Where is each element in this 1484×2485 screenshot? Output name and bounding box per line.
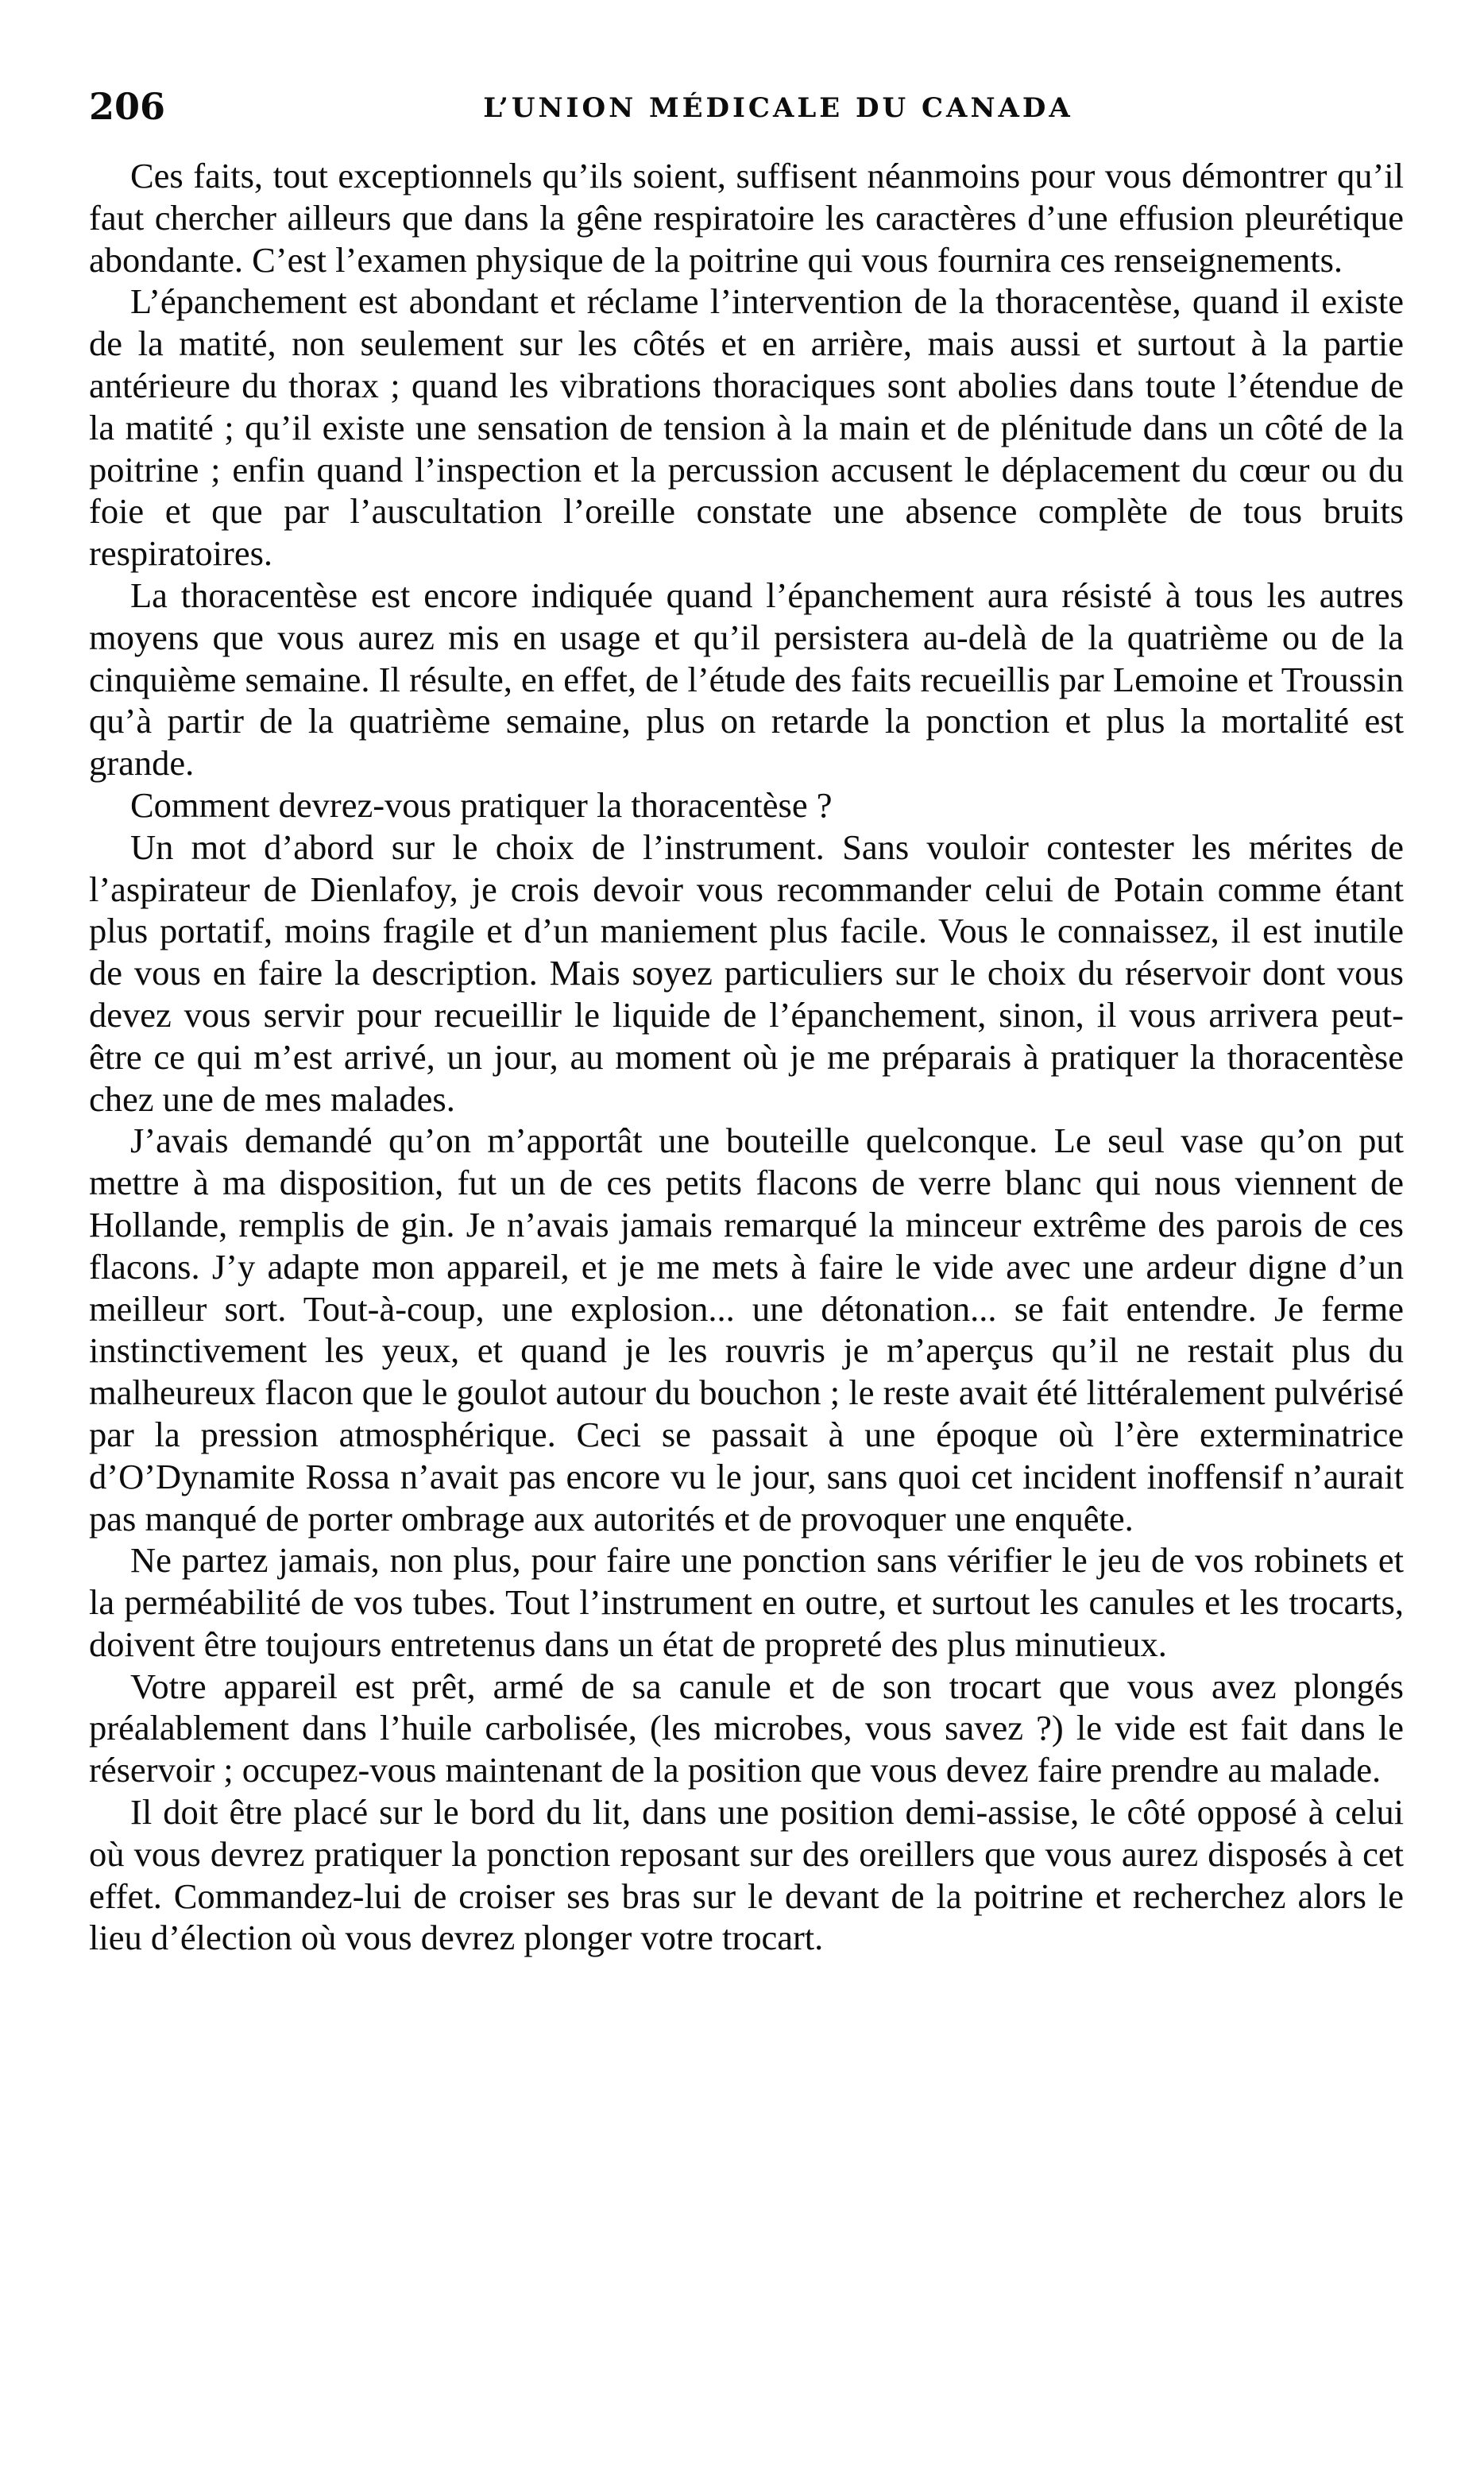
paragraph: Ne partez jamais, non plus, pour faire une ponction sans vérifier le jeu de vos robinets et la perméabilité de vos tubes. Tout l’instrument en outre, et surtout les canules et les trocarts, doivent être toujours entretenus dans un état de propreté des plus minutieux. bbox=[89, 1540, 1404, 1664]
journal-title: L’UNION MÉDICALE DU CANADA bbox=[483, 92, 1073, 124]
paragraph: Un mot d’abord sur le choix de l’instrument. Sans vouloir contester les mérites de l’aspirateur de Dienlafoy, je crois devoir vous recommander celui de Potain comme étant plus portatif, moins fragile et d’un maniement plus facile. Vous le connaissez, il est inutile de vous en faire la description. Mais soyez particuliers sur le choix du réservoir dont vous devez vous servir pour recueillir le liquide de l’épanchement, sinon, il vous arrivera peut-être ce qui m’est arrivé, un jour, au moment où je me préparais à pratiquer la thoracentèse chez une de mes malades. bbox=[89, 826, 1404, 1119]
article-body bbox=[89, 155, 1404, 1959]
running-header bbox=[89, 86, 1404, 134]
paragraph: Comment devrez-vous pratiquer la thoracentèse ? bbox=[130, 784, 833, 825]
paragraph: Ces faits, tout exceptionnels qu’ils soient, suffisent néanmoins pour vous démontrer qu’il faut chercher ailleurs que dans la gêne respiratoire les caractères d’une effusion pleurétique abondante. C’est l’examen physique de la poitrine qui vous fournira ces renseignements. bbox=[89, 156, 1404, 280]
paragraph: Votre appareil est prêt, armé de sa canule et de son trocart que vous avez plongés préalablement dans l’huile carbolisée, (les microbes, vous savez ?) le vide est fait dans le réservoir ; occupez-vous maintenant de la position que vous devez faire prendre au malade. bbox=[89, 1666, 1404, 1790]
page-number: 206 bbox=[89, 85, 166, 128]
paragraph: J’avais demandé qu’on m’apportât une bouteille quelconque. Le seul vase qu’on put mettre à ma disposition, fut un de ces petits flacons de verre blanc qui nous viennent de Hollande, remplis de gin. Je n’avais jamais remarqué la minceur extrême des parois de ces flacons. J’y adapte mon appareil, et je me mets à faire le vide avec une ardeur digne d’un meilleur sort. Tout-à-coup, une explosion... une détonation... se fait entendre. Je ferme instinctivement les yeux, et quand je les rouvris je m’aperçus qu’il ne restait plus du malheureux flacon que le goulot autour du bouchon ; le reste avait été littéralement pulvérisé par la pression atmosphérique. Ceci se passait à une époque où l’ère exterminatrice d’O’Dynamite Rossa n’avait pas encore vu le jour, sans quoi cet incident inoffensif n’aurait pas manqué de porter ombrage aux autorités et de provoquer une enquête. bbox=[89, 1121, 1404, 1539]
paragraph: La thoracentèse est encore indiquée quand l’épanchement aura résisté à tous les autres moyens que vous aurez mis en usage et qu’il persistera au-delà de la quatrième ou de la cinquième semaine. Il résulte, en effet, de l’étude des faits recueillis par Lemoine et Troussin qu’à partir de la quatrième semaine, plus on retarde la ponction et plus la mortalité est grande. bbox=[89, 575, 1404, 784]
paragraph: Il doit être placé sur le bord du lit, dans une position demi-assise, le côté opposé à celui où vous devrez pratiquer la ponction reposant sur des oreillers que vous aurez disposés à cet effet. Commandez-lui de croiser ses bras sur le devant de la poitrine et recherchez alors le lieu d’élection où vous devrez plonger votre trocart. bbox=[89, 1792, 1404, 1958]
paragraph: L’épanchement est abondant et réclame l’intervention de la thoracentèse, quand il existe de la matité, non seulement sur les côtés et en arrière, mais aussi et surtout à la partie antérieure du thorax ; quand les vibrations thoraciques sont abolies dans toute l’étendue de la matité ; qu’il existe une sensation de tension à la main et de plénitude dans un côté de la poitrine ; enfin quand l’inspection et la percussion accusent le déplacement du cœur ou du foie et que par l’auscultation l’oreille constate une absence complète de tous bruits respiratoires. bbox=[89, 281, 1404, 574]
